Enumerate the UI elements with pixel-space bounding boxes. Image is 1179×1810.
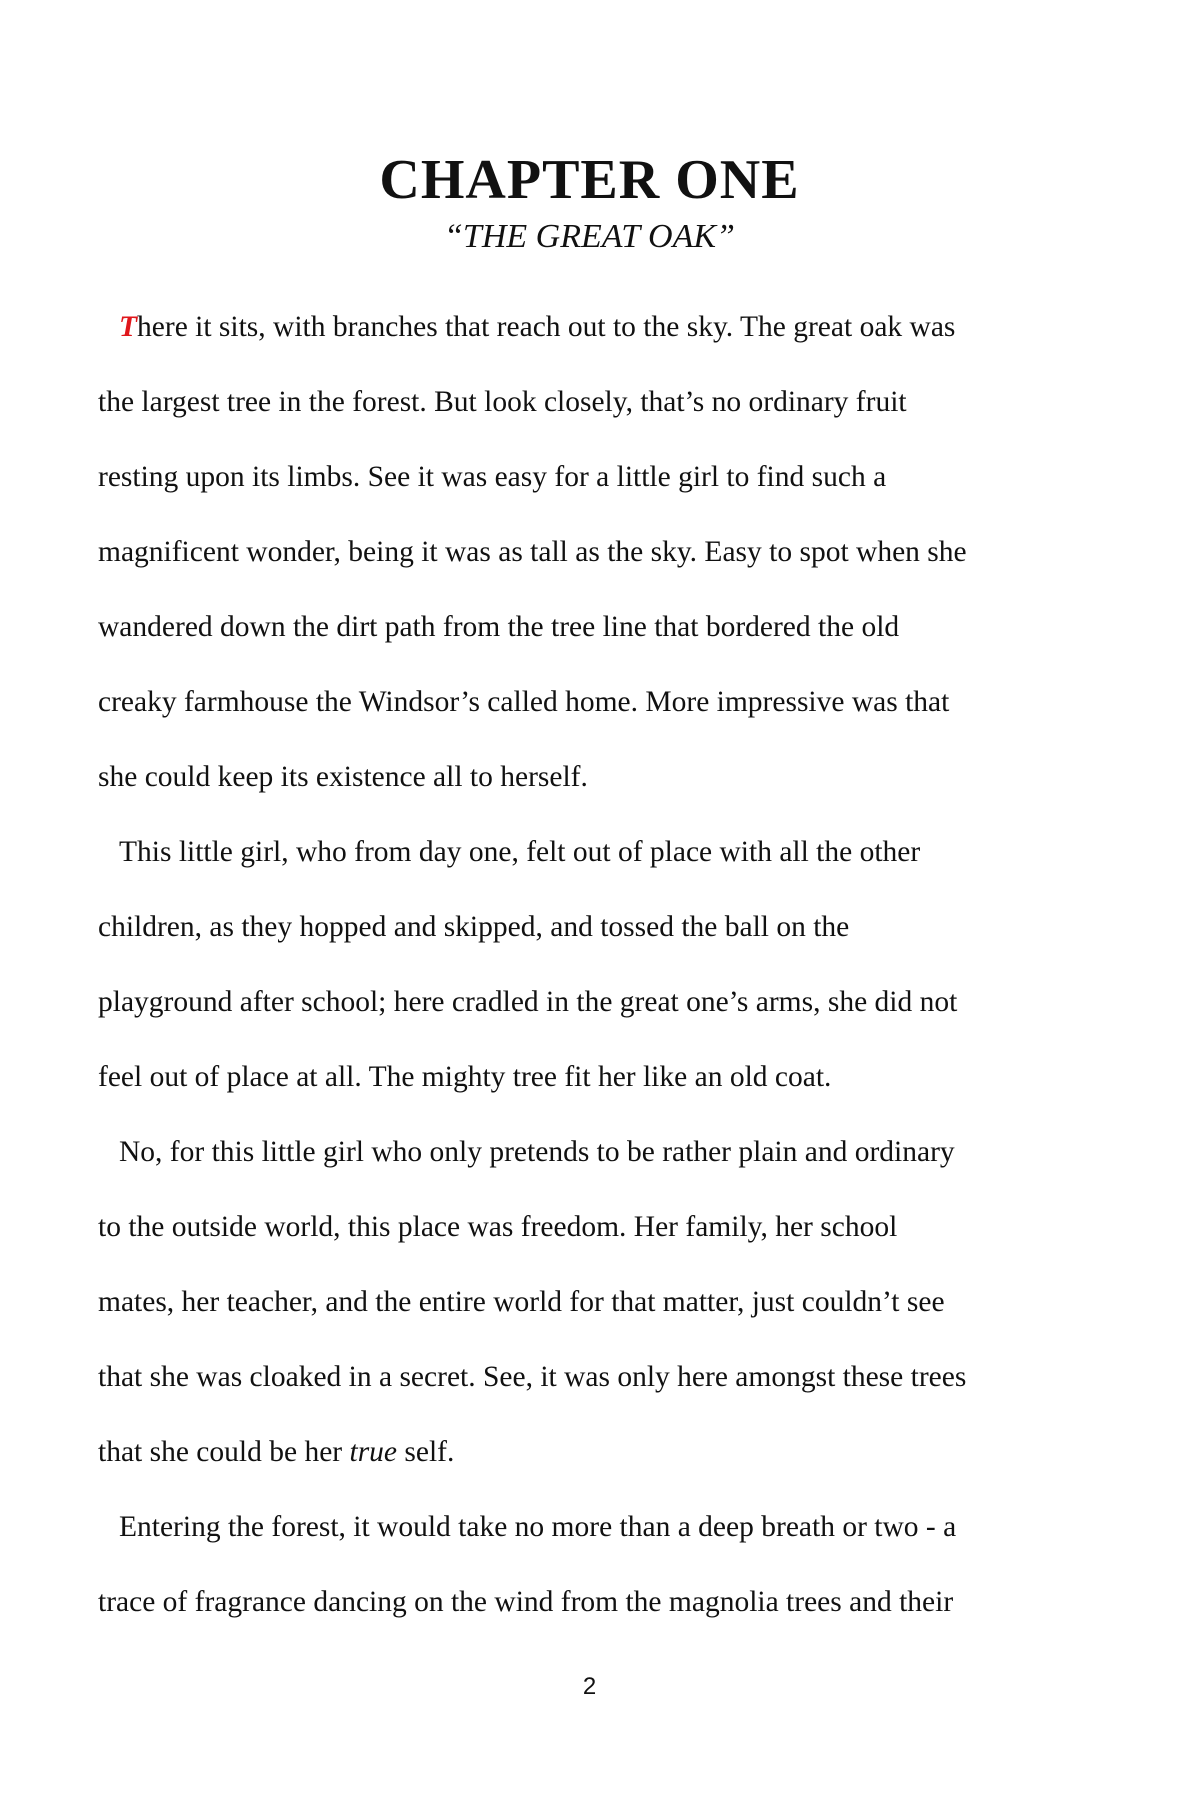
paragraph-line: feel out of place at all. The mighty tree fit her like an old coat. [98,1061,832,1093]
paragraph-line: that she could be her true self. [98,1436,455,1468]
paragraph-line: magnificent wonder, being it was as tall as the sky. Easy to spot when she [98,536,967,568]
paragraph-line: Entering the forest, it would take no more than a deep breath or two - a [119,1511,957,1543]
paragraph-line: the largest tree in the forest. But look closely, that’s no ordinary fruit [98,386,907,418]
chapter-subtitle: “THE GREAT OAK” [444,218,735,255]
paragraph-line: trace of fragrance dancing on the wind from the magnolia trees and their [98,1586,954,1618]
chapter-heading [0,150,1179,256]
chapter-title: CHAPTER ONE [379,149,800,211]
paragraph-line: wandered down the dirt path from the tree line that bordered the old [98,611,900,643]
body-text [98,290,1088,1640]
paragraph-line: playground after school; here cradled in the great one’s arms, she did not [98,986,958,1018]
paragraph-line: she could keep its existence all to herself. [98,761,588,793]
paragraph-line: to the outside world, this place was freedom. Her family, her school [98,1211,898,1243]
paragraph-line: There it sits, with branches that reach out to the sky. The great oak was [119,311,956,343]
paragraph-line: resting upon its limbs. See it was easy for a little girl to find such a [98,461,887,493]
paragraph-line: This little girl, who from day one, felt out of place with all the other [119,836,921,868]
paragraph-line: children, as they hopped and skipped, and tossed the ball on the [98,911,850,943]
paragraph-line: creaky farmhouse the Windsor’s called home. More impressive was that [98,686,950,718]
italic-word: true [349,1436,398,1468]
paragraph-line: No, for this little girl who only pretends to be rather plain and ordinary [119,1136,955,1168]
paragraph-line: mates, her teacher, and the entire world for that matter, just couldn’t see [98,1286,945,1318]
paragraph-line: that she was cloaked in a secret. See, it was only here amongst these trees [98,1361,967,1393]
page-number: 2 [582,1673,597,1700]
drop-cap: T [119,311,138,343]
